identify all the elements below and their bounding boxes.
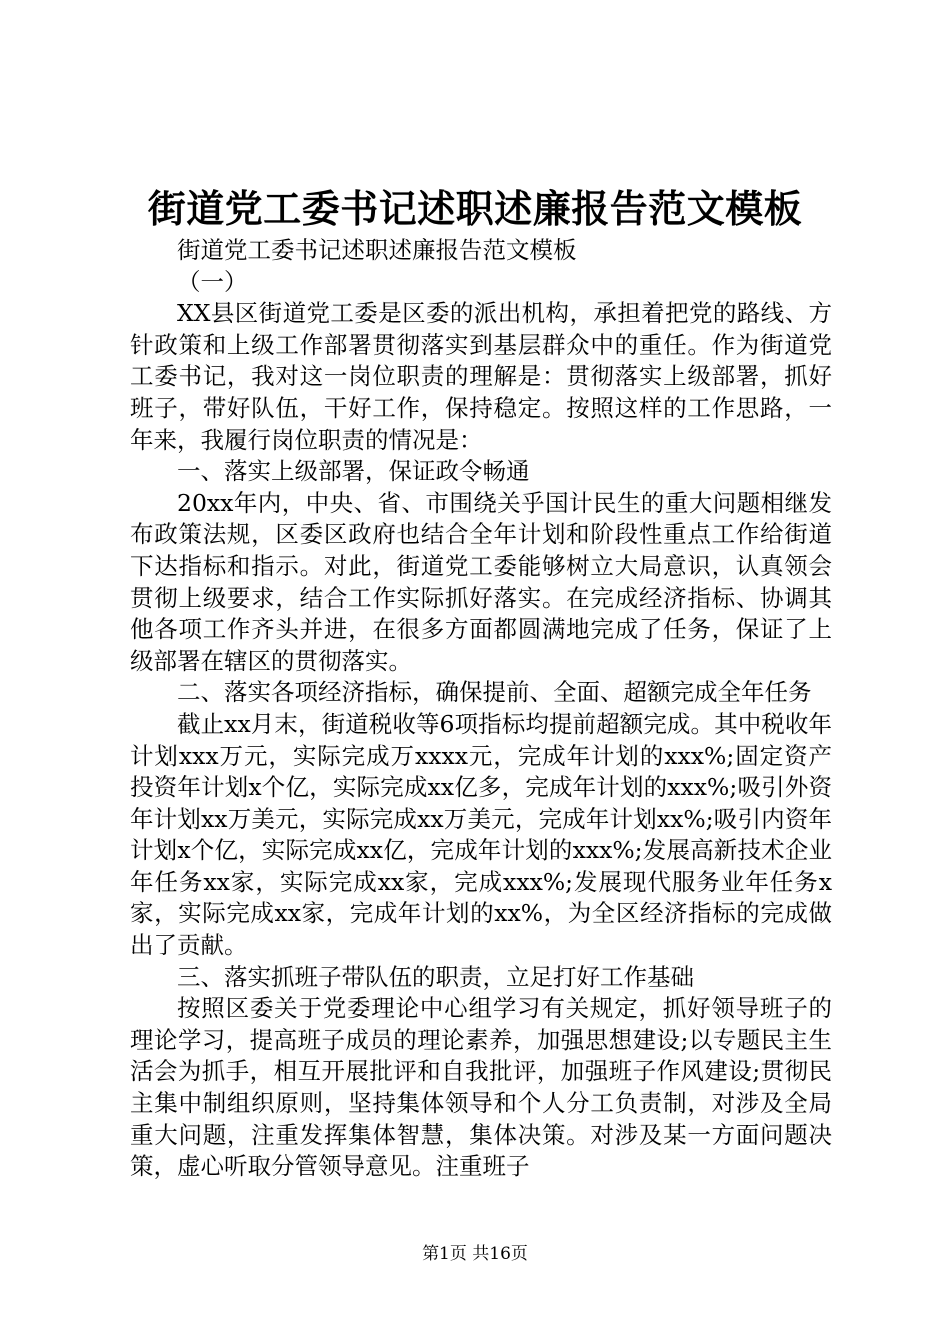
intro-paragraph: XX县区街道党工委是区委的派出机构，承担着把党的路线、方针政策和上级工作部署贯彻落实到基层群众中的重任。作为街道党工委书记，我对这一岗位职责的理解是：贯彻落实上级部署，抓好班子，带好队伍，干好工作，保持稳定。按照这样的工作思路，一年来，我履行岗位职责的情况是： xyxy=(130,299,832,454)
document-title: 街道党工委书记述职述廉报告范文模板 xyxy=(147,186,803,231)
page-footer: 第1页 共16页 xyxy=(422,1244,528,1264)
section-body-3: 按照区委关于党委理论中心组学习有关规定，抓好领导班子的理论学习，提高班子成员的理论素养，加强思想建设;以专题民主生活会为抓手，相互开展批评和自我批评，加强班子作风建设;贯彻民主集中制组织原则，坚持集体领导和个人分工负责制，对涉及全局重大问题，注重发挥集体智慧，集体决策。对涉及某一方面问题决策，虚心听取分管领导意见。注重班子 xyxy=(130,994,832,1181)
section-body-2: 截止xx月末，街道税收等6项指标均提前超额完成。其中税收年计划xxx万元，实际完成万xxxx元，完成年计划的xxx%;固定资产投资年计划x个亿，实际完成xx亿多，完成年计划的xxx%;吸引外资年计划xx万美元，实际完成xx万美元，完成年计划xx%;吸引内资年计划x个亿，实际完成xx亿，完成年计划的xxx%;发展高新技术企业年任务xx家，实际完成xx家，完成xxx%;发展现代服务业年任务x家，实际完成xx家，完成年计划的xx%，为全区经济指标的完成做出了贡献。 xyxy=(130,709,832,960)
subtitle-paragraph: 街道党工委书记述职述廉报告范文模板 xyxy=(177,236,577,264)
document-body xyxy=(130,235,832,1183)
section-heading-3: 三、落实抓班子带队伍的职责，立足打好工作基础 xyxy=(177,962,694,991)
section-heading-1: 一、落实上级部署，保证政令畅通 xyxy=(177,457,530,486)
section-body-1: 20xx年内，中央、省、市围绕关乎国计民生的重大问题相继发布政策法规，区委区政府也结合全年计划和阶段性重点工作给街道下达指标和指示。对此，街道党工委能够树立大局意识，认真领会贯彻上级要求，结合工作实际抓好落实。在完成经济指标、协调其他各项工作齐头并进，在很多方面都圆满地完成了任务，保证了上级部署在辖区的贯彻落实。 xyxy=(130,488,832,675)
section-heading-2: 二、落实各项经济指标，确保提前、全面、超额完成全年任务 xyxy=(177,678,812,707)
section-number: （一） xyxy=(177,267,248,296)
